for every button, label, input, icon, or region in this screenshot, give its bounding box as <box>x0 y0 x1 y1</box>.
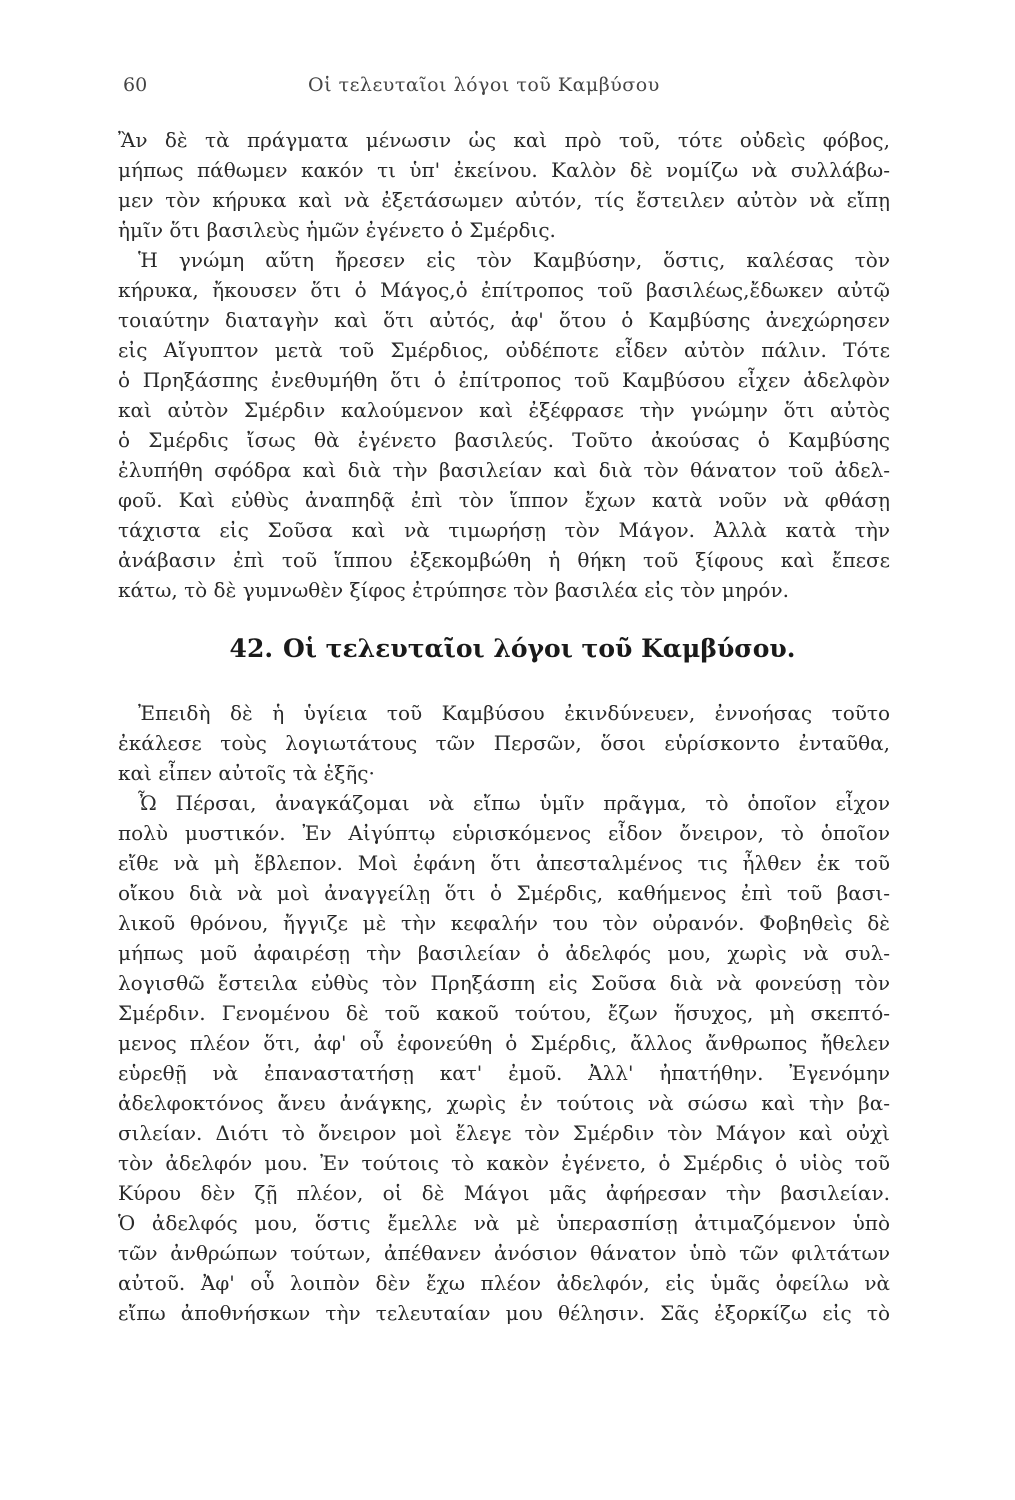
text-line: κάτω, τὸ δὲ γυμνωθὲν ξίφος ἐτρύπησε τὸν βασιλέα εἰς τὸν μηρόν. <box>118 578 789 602</box>
text-line: κήρυκα, ἤκουσεν ὅτι ὁ Μάγος,ὁ ἐπίτροπος τοῦ βασιλέως,ἔδωκεν αὐτῷ <box>118 278 890 302</box>
text-line: ἐκάλεσε τοὺς λογιωτάτους τῶν Περσῶν, ὅσοι εὑρίσκοντο ἐνταῦθα, <box>118 731 890 755</box>
text-line: μήπως μοῦ ἀφαιρέσῃ τὴν βασιλείαν ὁ ἀδελφός μου, χωρὶς νὰ συλ- <box>118 941 890 965</box>
text-line: Ἂν δὲ τὰ πράγματα μένωσιν ὡς καὶ πρὸ τοῦ, τότε οὐδεὶς φόβος, <box>118 128 890 152</box>
text-line: εὑρεθῇ νὰ ἐπαναστατήσῃ κατ' ἐμοῦ. Ἀλλ' ἠπατήθην. Ἐγενόμην <box>118 1061 890 1085</box>
text-block-lower <box>118 698 890 1328</box>
text-line: καὶ εἶπεν αὐτοῖς τὰ ἑξῆς· <box>118 761 375 785</box>
text-line: καὶ αὐτὸν Σμέρδιν καλούμενον καὶ ἐξέφρασε τὴν γνώμην ὅτι αὐτὸς <box>118 398 890 422</box>
text-line: ἀνάβασιν ἐπὶ τοῦ ἵππου ἐξεκομβώθη ἡ θήκη τοῦ ξίφους καὶ ἔπεσε <box>118 548 890 572</box>
text-line: πολὺ μυστικόν. Ἐν Αἰγύπτῳ εὑρισκόμενος εἶδον ὄνειρον, τὸ ὁποῖον <box>118 821 890 845</box>
chapter-heading <box>0 634 1015 663</box>
text-line: αὐτοῦ. Ἀφ' οὗ λοιπὸν δὲν ἔχω πλέον ἀδελφόν, εἰς ὑμᾶς ὀφείλω νὰ <box>118 1271 890 1295</box>
running-title: Οἱ τελευταῖοι λόγοι τοῦ Καμβύσου <box>308 74 660 96</box>
text-line: τὸν ἀδελφόν μου. Ἐν τούτοις τὸ κακὸν ἐγένετο, ὁ Σμέρδις ὁ υἱὸς τοῦ <box>118 1151 890 1175</box>
text-line: Ὦ Πέρσαι, ἀναγκάζομαι νὰ εἴπω ὑμῖν πρᾶγμα, τὸ ὁποῖον εἶχον <box>138 791 890 815</box>
text-line: τάχιστα εἰς Σοῦσα καὶ νὰ τιμωρήσῃ τὸν Μάγον. Ἀλλὰ κατὰ τὴν <box>118 518 890 542</box>
text-line: τῶν ἀνθρώπων τούτων, ἀπέθανεν ἀνόσιον θάνατον ὑπὸ τῶν φιλτάτων <box>118 1241 890 1265</box>
text-line: Σμέρδιν. Γενομένου δὲ τοῦ κακοῦ τούτου, ἔζων ἥσυχος, μὴ σκεπτό- <box>118 1001 890 1025</box>
text-line: τοιαύτην διαταγὴν καὶ ὅτι αὐτός, ἀφ' ὅτου ὁ Καμβύσης ἀνεχώρησεν <box>118 308 890 332</box>
text-line: φοῦ. Καὶ εὐθὺς ἀναπηδᾷ ἐπὶ τὸν ἵππον ἔχων κατὰ νοῦν νὰ φθάσῃ <box>118 488 890 512</box>
running-header <box>0 74 1015 104</box>
text-line: Ἐπειδὴ δὲ ἡ ὑγίεια τοῦ Καμβύσου ἐκινδύνευεν, ἐννοήσας τοῦτο <box>138 701 890 725</box>
text-block-upper <box>118 125 890 605</box>
text-line: μήπως πάθωμεν κακόν τι ὑπ' ἐκείνου. Καλὸν δὲ νομίζω νὰ συλλάβω- <box>118 158 890 182</box>
text-line: Κύρου δὲν ζῇ πλέον, οἱ δὲ Μάγοι μᾶς ἀφήρεσαν τὴν βασιλείαν. <box>118 1181 890 1205</box>
text-line: Ἡ γνώμη αὕτη ἤρεσεν εἰς τὸν Καμβύσην, ὅστις, καλέσας τὸν <box>138 248 890 272</box>
text-line: λικοῦ θρόνου, ἤγγιζε μὲ τὴν κεφαλήν του τὸν οὐρανόν. Φοβηθεὶς δὲ <box>118 911 890 935</box>
text-line: ἡμῖν ὅτι βασιλεὺς ἡμῶν ἐγένετο ὁ Σμέρδις. <box>118 218 556 242</box>
chapter-title: Οἱ τελευταῖοι λόγοι τοῦ Καμβύσου. <box>283 634 796 663</box>
text-line: μενος πλέον ὅτι, ἀφ' οὗ ἐφονεύθη ὁ Σμέρδις, ἄλλος ἄνθρωπος ἤθελεν <box>118 1031 890 1055</box>
text-line: λογισθῶ ἔστειλα εὐθὺς τὸν Πρηξάσπη εἰς Σοῦσα διὰ νὰ φονεύσῃ τὸν <box>118 971 890 995</box>
text-line: ἐλυπήθη σφόδρα καὶ διὰ τὴν βασιλείαν καὶ διὰ τὸν θάνατον τοῦ ἀδελ- <box>118 458 890 482</box>
text-line: εἰς Αἴγυπτον μετὰ τοῦ Σμέρδιος, οὐδέποτε εἶδεν αὐτὸν πάλιν. Τότε <box>118 338 890 362</box>
text-line: ἀδελφοκτόνος ἄνευ ἀνάγκης, χωρὶς ἐν τούτοις νὰ σώσω καὶ τὴν βα- <box>118 1091 890 1115</box>
chapter-number: 42. <box>229 634 274 663</box>
text-line: εἴθε νὰ μὴ ἔβλεπον. Μοὶ ἐφάνη ὅτι ἀπεσταλμένος τις ἦλθεν ἐκ τοῦ <box>118 851 890 875</box>
text-line: οἴκου διὰ νὰ μοὶ ἀναγγείλῃ ὅτι ὁ Σμέρδις, καθήμενος ἐπὶ τοῦ βασι- <box>118 881 890 905</box>
text-line: σιλείαν. Διότι τὸ ὄνειρον μοὶ ἔλεγε τὸν Σμέρδιν τὸν Μάγον καὶ οὐχὶ <box>118 1121 890 1145</box>
page-number: 60 <box>123 74 148 96</box>
text-line: ὁ Σμέρδις ἴσως θὰ ἐγένετο βασιλεύς. Τοῦτο ἀκούσας ὁ Καμβύσης <box>118 428 890 452</box>
text-line: Ὁ ἀδελφός μου, ὅστις ἔμελλε νὰ μὲ ὑπερασπίσῃ ἀτιμαζόμενον ὑπὸ <box>118 1211 890 1235</box>
text-line: μεν τὸν κήρυκα καὶ νὰ ἐξετάσωμεν αὐτόν, τίς ἔστειλεν αὐτὸν νὰ εἴπῃ <box>118 188 890 212</box>
text-line: ὁ Πρηξάσπης ἐνεθυμήθη ὅτι ὁ ἐπίτροπος τοῦ Καμβύσου εἶχεν ἀδελφὸν <box>118 368 890 392</box>
text-line: εἴπω ἀποθνήσκων τὴν τελευταίαν μου θέλησιν. Σᾶς ἐξορκίζω εἰς τὸ <box>118 1301 890 1325</box>
